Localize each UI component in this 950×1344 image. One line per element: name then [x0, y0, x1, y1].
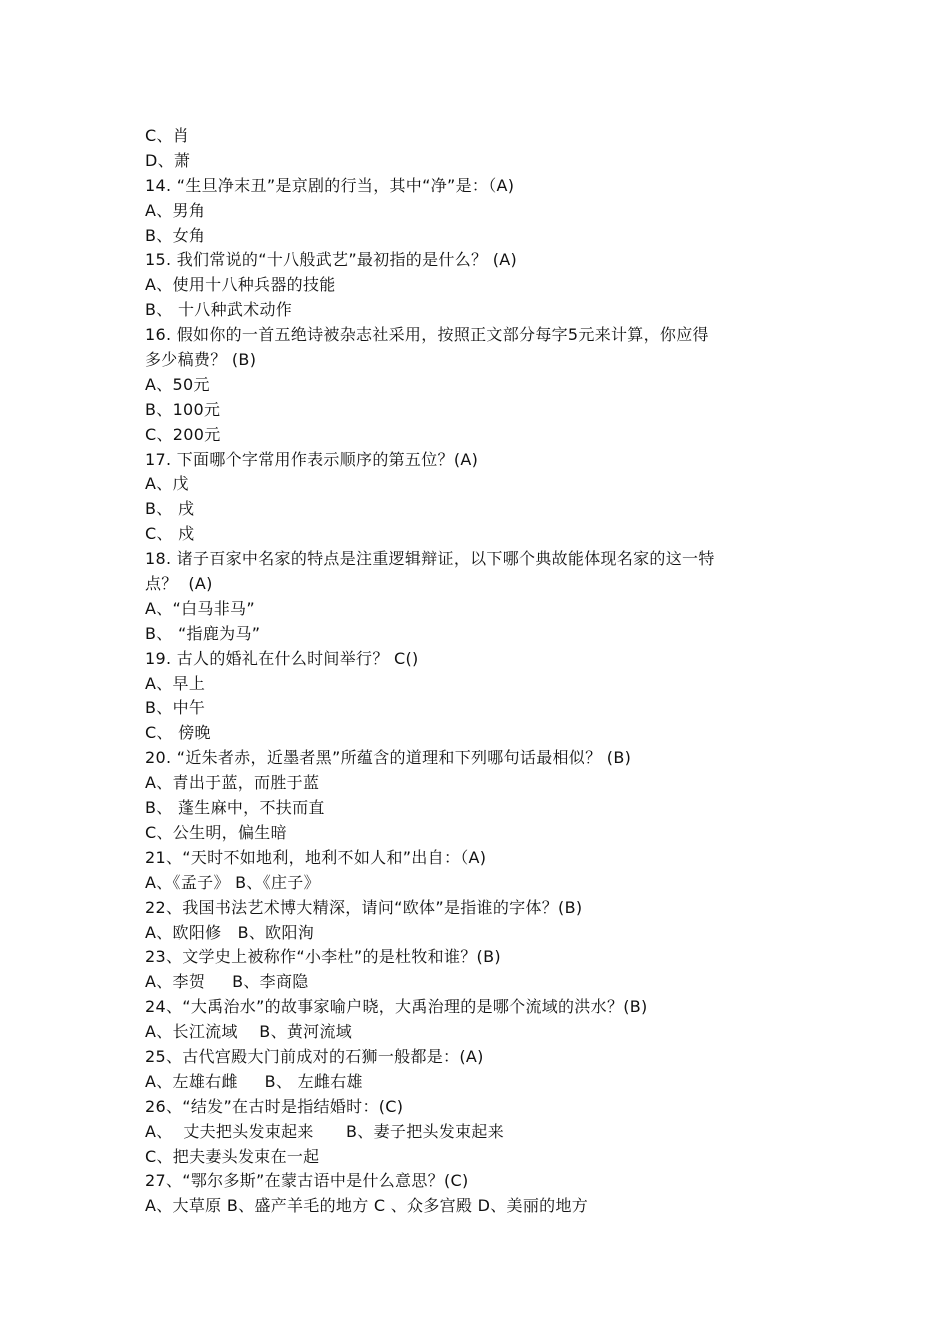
text-line: B、 蓬生麻中，不扶而直	[145, 798, 325, 818]
question-line: 点？ (A)	[145, 574, 213, 594]
text-line: A、李贺 B、李商隐	[145, 972, 309, 992]
text-line: B、中午	[145, 698, 206, 718]
question-line: 23、文学史上被称作“小李杜”的是杜牧和谁？(B)	[145, 947, 501, 967]
text-line: D、萧	[145, 150, 191, 170]
text-line: A、使用十八种兵器的技能	[145, 275, 336, 295]
text-line: A、左雄右雌 B、 左雌右雄	[145, 1071, 363, 1091]
text-line: C、 戍	[145, 524, 195, 544]
text-line: B、 十八种武术动作	[145, 300, 293, 320]
question-line: 21、“天时不如地利，地利不如人和”出自：（A)	[145, 847, 487, 867]
text-line: C、200元	[145, 424, 221, 444]
question-line: 24、“大禹治水”的故事家喻户晓，大禹治理的是哪个流域的洪水？(B)	[145, 997, 648, 1017]
question-line: 多少稿费？ (B)	[145, 350, 257, 370]
text-line: A、欧阳修 B、欧阳洵	[145, 922, 315, 942]
question-line: 19. 古人的婚礼在什么时间举行？ C()	[145, 648, 419, 668]
question-line: 15. 我们常说的“十八般武艺”最初指的是什么？ (A)	[145, 250, 518, 270]
question-line: 17. 下面哪个字常用作表示顺序的第五位？(A)	[145, 449, 479, 469]
text-line: C、把夫妻头发束在一起	[145, 1146, 320, 1166]
text-line: A、《孟子》 B、《庄子》	[145, 872, 320, 892]
question-line: 20. “近朱者赤，近墨者黑”所蕴含的道理和下列哪句话最相似？ (B)	[145, 748, 632, 768]
quiz-text-body	[145, 124, 825, 1219]
text-line: A、50元	[145, 374, 210, 394]
text-line: A、早上	[145, 673, 206, 693]
question-line: 18. 诸子百家中名家的特点是注重逻辑辩证，以下哪个典故能体现名家的这一特	[145, 549, 715, 569]
text-line: C、公生明，偏生暗	[145, 822, 287, 842]
text-line: A、男角	[145, 200, 206, 220]
text-line: A、“白马非马”	[145, 598, 255, 618]
question-line: 14. “生旦净末丑”是京剧的行当，其中“净”是：（A)	[145, 175, 515, 195]
text-line: B、100元	[145, 399, 221, 419]
text-line: B、 “指鹿为马”	[145, 623, 261, 643]
text-line: A、大草原 B、盛产羊毛的地方 C 、众多宫殿 D、美丽的地方	[145, 1196, 589, 1216]
text-line: B、女角	[145, 225, 206, 245]
text-line: A、戊	[145, 474, 189, 494]
text-line: C、 傍晚	[145, 723, 211, 743]
text-line: A、青出于蓝，而胜于蓝	[145, 773, 320, 793]
question-line: 16. 假如你的一首五绝诗被杂志社采用，按照正文部分每字5元来计算，你应得	[145, 325, 709, 345]
question-line: 26、“结发”在古时是指结婚时：(C)	[145, 1096, 404, 1116]
text-line: C、肖	[145, 126, 190, 145]
question-line: 27、“鄂尔多斯”在蒙古语中是什么意思？(C)	[145, 1171, 469, 1191]
text-line: B、 戌	[145, 499, 195, 519]
text-line: A、 丈夫把头发束起来 B、妻子把头发束起来	[145, 1121, 505, 1141]
text-line: A、长江流域 B、黄河流域	[145, 1022, 353, 1042]
question-line: 25、古代宫殿大门前成对的石狮一般都是：(A)	[145, 1046, 484, 1066]
question-line: 22、我国书法艺术博大精深，请问“欧体”是指谁的字体？(B)	[145, 897, 583, 917]
